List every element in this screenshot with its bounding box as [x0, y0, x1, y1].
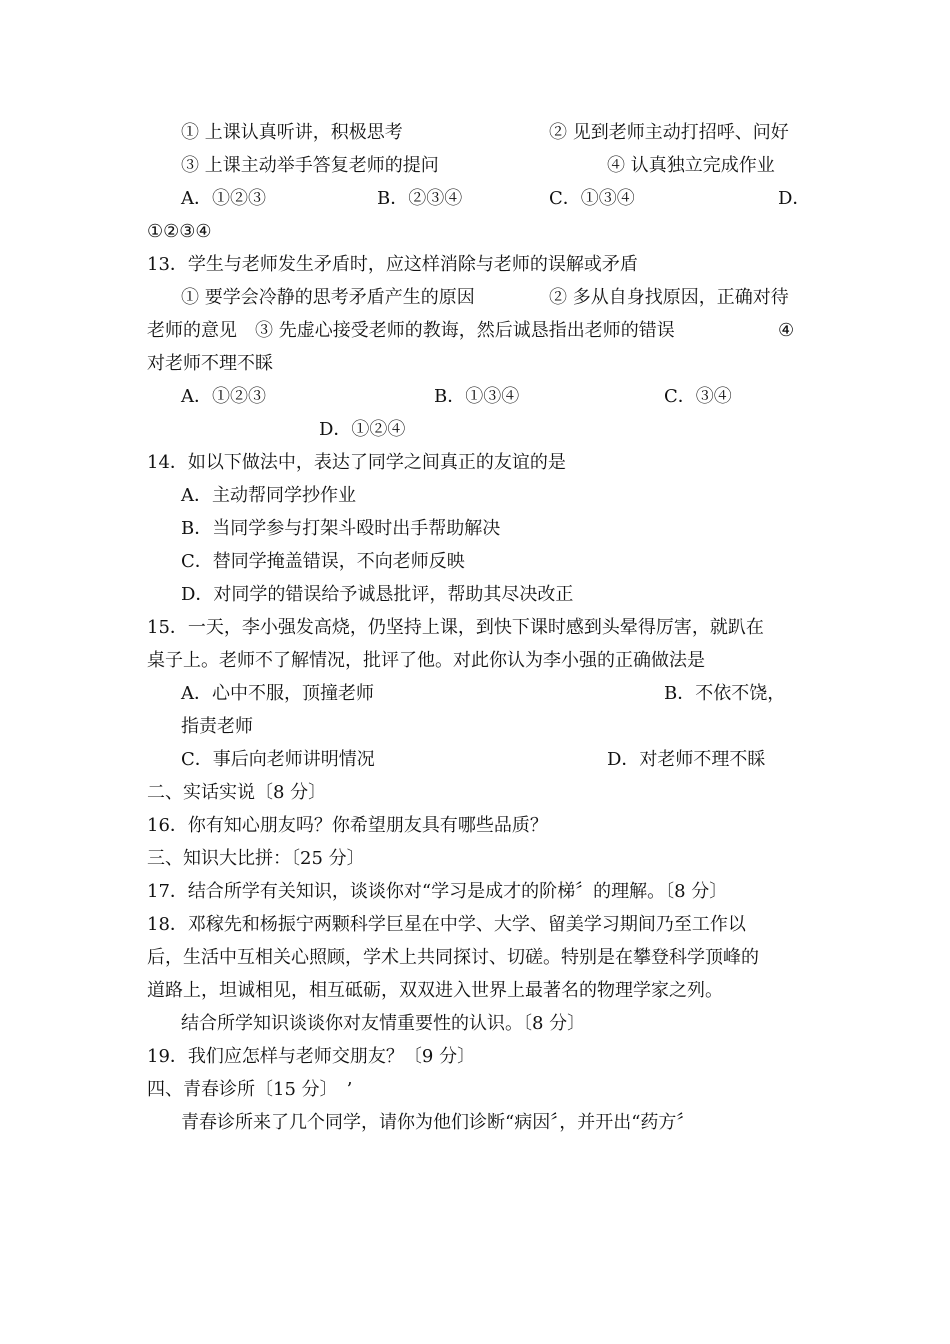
q12-option-3: ③ 上课主动举手答复老师的提问: [181, 155, 439, 176]
section-4-intro: 青春诊所来了几个同学，请你为他们诊断“病因〞，并开出“药方〞: [181, 1112, 695, 1133]
q13-option-2: ② 多从自身找原因，正确对待: [549, 287, 789, 308]
q15-choice-b: B．不依不饶，: [664, 683, 786, 704]
q12-option-2: ② 见到老师主动打招呼、问好: [549, 122, 789, 143]
q12-choice-d-value: ①②③④: [147, 221, 212, 242]
q15-stem-line-1: 15．一天，李小强发高烧，仍坚持上课，到快下课时感到头晕得厉害，就趴在: [147, 617, 764, 638]
q18-line-3: 道路上，坦诚相见，相互砥砺，双双进入世界上最著名的物理学家之列。: [147, 980, 723, 1001]
q13-choice-d: D．①②④: [319, 419, 406, 440]
q14-stem: 14．如以下做法中，表达了同学之间真正的友谊的是: [147, 452, 566, 473]
q14-choice-d: D．对同学的错误给予诚恳批评，帮助其尽决改正: [181, 584, 574, 605]
q15-choice-d: D．对老师不理不睬: [607, 749, 766, 770]
q13-option-4-marker: ④: [778, 320, 795, 341]
q15-choice-c: C．事后向老师讲明情况: [181, 749, 375, 770]
q15-choice-b-cont: 指责老师: [181, 716, 253, 737]
section-3-heading: 三、知识大比拼：〔25 分〕: [147, 848, 365, 869]
q14-choice-a: A．主动帮同学抄作业: [181, 485, 356, 506]
section-2-heading: 二、实话实说〔8 分〕: [147, 782, 327, 803]
q14-choice-c: C．替同学掩盖错误，不向老师反映: [181, 551, 465, 572]
q13-choice-c: C．③④: [664, 386, 732, 407]
q15-choice-a: A．心中不服，顶撞老师: [181, 683, 374, 704]
q18-line-1: 18．邓稼先和杨振宁两颗科学巨星在中学、大学、留美学习期间乃至工作以: [147, 914, 746, 935]
q13-option-4: 对老师不理不睬: [147, 353, 273, 374]
q12-option-1: ① 上课认真听讲，积极思考: [181, 122, 403, 143]
q13-stem: 13．学生与老师发生矛盾时，应这样消除与老师的误解或矛盾: [147, 254, 638, 275]
q13-choice-b: B．①③④: [434, 386, 520, 407]
q18-line-2: 后，生活中互相关心照顾，学术上共同探讨、切磋。特别是在攀登科学顶峰的: [147, 947, 759, 968]
q15-stem-line-2: 桌子上。老师不了解情况，批评了他。对此你认为李小强的正确做法是: [147, 650, 705, 671]
q13-choice-a: A．①②③: [181, 386, 266, 407]
q19-text: 19．我们应怎样与老师交朋友？〔9 分〕: [147, 1046, 476, 1067]
q12-choice-c: C．①③④: [549, 188, 635, 209]
q12-choice-b: B．②③④: [377, 188, 463, 209]
q13-option-1: ① 要学会冷静的思考矛盾产生的原因: [181, 287, 475, 308]
q12-option-4: ④ 认真独立完成作业: [607, 155, 775, 176]
q12-choice-a: A．①②③: [181, 188, 266, 209]
q17-text: 17．结合所学有关知识，谈谈你对“学习是成才的阶梯〞的理解。〔8 分〕: [147, 881, 728, 902]
q12-choice-d-label: D．: [778, 188, 811, 209]
q14-choice-b: B．当同学参与打架斗殴时出手帮助解决: [181, 518, 501, 539]
q16-text: 16．你有知心朋友吗？你希望朋友具有哪些品质？: [147, 815, 548, 836]
q13-option-line-2: 老师的意见 ③ 先虚心接受老师的教诲，然后诚恳指出老师的错误: [147, 320, 675, 341]
section-4-heading: 四、青春诊所〔15 分〕 ’: [147, 1079, 353, 1100]
q18-line-4: 结合所学知识谈谈你对友情重要性的认识。〔8 分〕: [181, 1013, 586, 1034]
